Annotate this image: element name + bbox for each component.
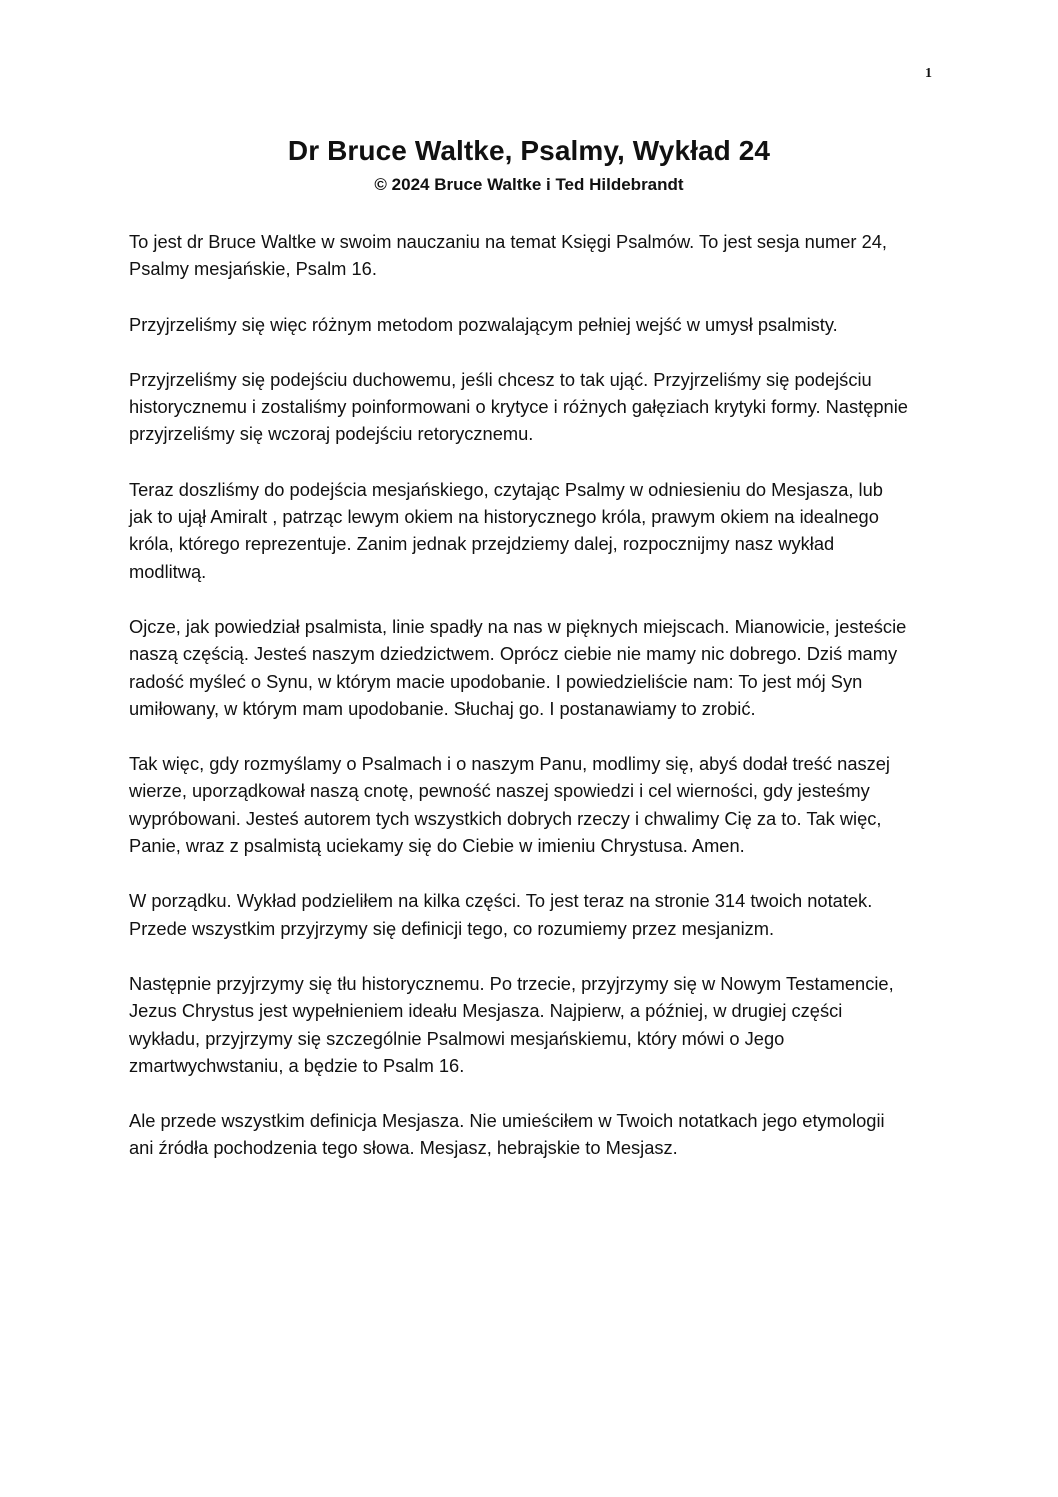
paragraph: Następnie przyjrzymy się tłu historycznemu. Po trzecie, przyjrzymy się w Nowym Testamencie, Jezus Chrystus jest wypełnieniem ideału Mesjasza. Najpierw, a później, w drugiej części wykładu, przyjrzymy się szczególnie Psalmowi mesjańskiemu, który mówi o Jego zmartwychwstaniu, a będzie to Psalm 16. bbox=[129, 972, 894, 1076]
paragraph: Ojcze, jak powiedział psalmista, linie spadły na nas w pięknych miejscach. Mianowicie, jesteście naszą częścią. Jesteś naszym dziedzictwem. Oprócz ciebie nie mamy nic dobrego. Dziś mamy radość myśleć o Synu, w którym macie upodobanie. I powiedzieliście nam: To jest mój Syn umiłowany, w którym mam upodobanie. Słuchaj go. I postanawiamy to zrobić. bbox=[129, 615, 907, 719]
paragraph: To jest dr Bruce Waltke w swoim nauczaniu na temat Księgi Psalmów. To jest sesja numer 24, Psalmy mesjańskie, Psalm 16. bbox=[129, 231, 887, 280]
document-body bbox=[129, 228, 909, 1190]
copyright-subtitle: © 2024 Bruce Waltke i Ted Hildebrandt bbox=[374, 175, 684, 194]
paragraph: W porządku. Wykład podzieliłem na kilka części. To jest teraz na stronie 314 twoich notatek. Przede wszystkim przyjrzymy się definicji tego, co rozumiemy przez mesjanizm. bbox=[129, 890, 873, 939]
paragraph: Przyjrzeliśmy się więc różnym metodom pozwalającym pełniej wejść w umysł psalmisty. bbox=[129, 313, 838, 335]
paragraph: Przyjrzeliśmy się podejściu duchowemu, jeśli chcesz to tak ująć. Przyjrzeliśmy się podejściu historycznemu i zostaliśmy poinformowani o krytyce i różnych gałęziach krytyki formy. Następnie przyjrzeliśmy się wczoraj podejściu retorycznemu. bbox=[129, 368, 908, 445]
paragraph: Tak więc, gdy rozmyślamy o Psalmach i o naszym Panu, modlimy się, abyś dodał treść naszej wierze, uporządkował naszą cnotę, pewność naszej spowiedzi i cel wierności, gdy jesteśmy wypróbowani. Jesteś autorem tych wszystkich dobrych rzeczy i chwalimy Cię za to. Tak więc, Panie, wraz z psalmistą uciekamy się do Ciebie w imieniu Chrystusa. Amen. bbox=[129, 753, 890, 857]
paragraph: Teraz doszliśmy do podejścia mesjańskiego, czytając Psalmy w odniesieniu do Mesjasza, lub jak to ujął Amiralt , patrząc lewym okiem na historycznego króla, prawym okiem na idealnego króla, którego reprezentuje. Zanim jednak przejdziemy dalej, rozpocznijmy nasz wykład modlitwą. bbox=[129, 478, 883, 582]
paragraph: Ale przede wszystkim definicja Mesjasza. Nie umieściłem w Twoich notatkach jego etymologii ani źródła pochodzenia tego słowa. Mesjasz, hebrajskie to Mesjasz. bbox=[129, 1110, 885, 1159]
document-title: Dr Bruce Waltke, Psalmy, Wykład 24 bbox=[287, 135, 771, 166]
page-number: 1 bbox=[925, 66, 932, 81]
